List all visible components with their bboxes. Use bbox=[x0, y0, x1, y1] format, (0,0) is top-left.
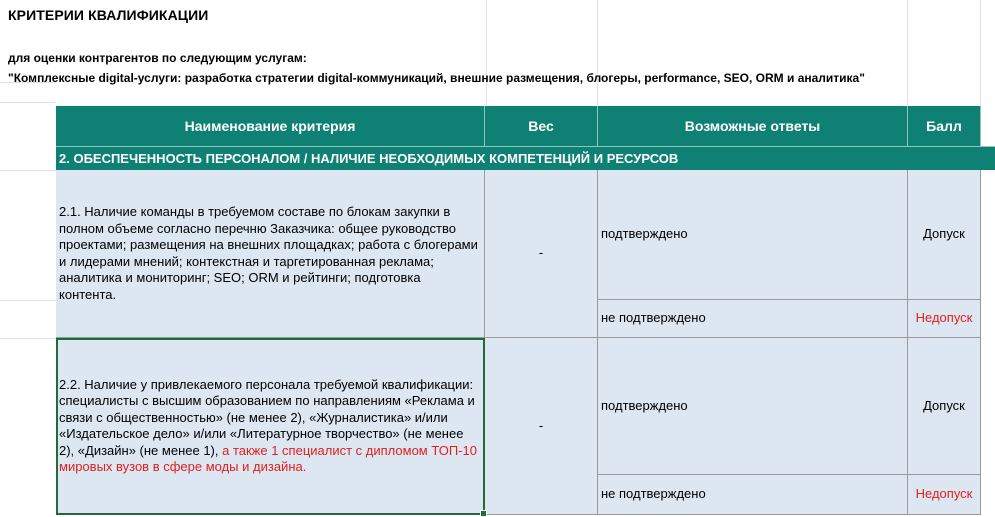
criterion-name-cell[interactable] bbox=[56, 170, 485, 338]
score-reject-cell[interactable]: Недопуск bbox=[908, 475, 981, 515]
criteria-table bbox=[56, 106, 995, 515]
services-description[interactable]: "Комплексные digital-услуги: разработка стратегии digital-коммуникаций, внешние размещения, блогеры, performance, SEO, ORM и аналитика" bbox=[8, 71, 865, 85]
score-column bbox=[908, 338, 981, 515]
criterion-name bbox=[59, 377, 478, 476]
section-title: 2. ОБЕСПЕЧЕННОСТЬ ПЕРСОНАЛОМ / НАЛИЧИЕ НЕОБХОДИМЫХ КОМПЕТЕНЦИЙ И РЕСУРСОВ bbox=[59, 151, 679, 166]
sheet-title[interactable]: КРИТЕРИИ КВАЛИФИКАЦИИ bbox=[8, 7, 209, 23]
criterion-name-cell-selected[interactable] bbox=[56, 338, 485, 515]
grid-line bbox=[0, 102, 56, 103]
empty-cell[interactable] bbox=[981, 338, 995, 515]
criterion-weight-cell[interactable]: - bbox=[485, 338, 598, 515]
header-weight[interactable]: Вес bbox=[485, 106, 598, 146]
criterion-name-highlight: а также 1 специалист с дипломом ТОП-10 мировых вузов в сфере моды и дизайна. bbox=[59, 442, 477, 474]
empty-cell[interactable] bbox=[981, 106, 995, 146]
sheet-subtitle[interactable]: для оценки контрагентов по следующим услугам: bbox=[8, 51, 307, 65]
score-admit-cell[interactable]: Допуск bbox=[908, 338, 981, 475]
answer-not-confirmed-cell[interactable]: не подтверждено bbox=[598, 475, 908, 515]
criterion-weight-cell[interactable]: - bbox=[485, 170, 598, 338]
grid-line bbox=[0, 338, 56, 339]
header-score[interactable]: Балл bbox=[908, 106, 981, 146]
score-reject-cell[interactable]: Недопуск bbox=[908, 300, 981, 338]
score-column bbox=[908, 170, 981, 338]
criterion-name-main: 2.2. Наличие у привлекаемого персонала требуемой квалификации: специалисты с высшим образованием по направлениям «Реклама и связи с общественностью» (не менее 2), «Журналистика» и/или «Издательское дело» и/или «Литературное творчество» (не менее 2), «Дизайн» (не менее 1), bbox=[59, 376, 475, 458]
answer-not-confirmed-cell[interactable]: не подтверждено bbox=[598, 300, 908, 338]
header-possible-answers[interactable]: Возможные ответы bbox=[598, 106, 908, 146]
header-criterion-name[interactable]: Наименование критерия bbox=[56, 106, 485, 146]
empty-cell[interactable] bbox=[981, 170, 995, 338]
table-row bbox=[56, 170, 995, 338]
table-header-row bbox=[56, 106, 995, 146]
criterion-name: 2.1. Наличие команды в требуемом составе по блокам закупки в полном объеме согласно перечню Заказчика: общее руководство проектами; размещения на внешних площадках; работа с блогерами и лидерами мнений; контекстная и таргетированная реклама; аналитика и мониторинг; SEO; ORM и рейтинги; подготовка контента. bbox=[59, 204, 478, 302]
answers-column bbox=[598, 170, 908, 338]
answer-confirmed-cell[interactable]: подтверждено bbox=[598, 338, 908, 475]
grid-line bbox=[0, 170, 56, 171]
grid-line bbox=[0, 300, 56, 301]
answer-confirmed-cell[interactable]: подтверждено bbox=[598, 170, 908, 300]
answers-column bbox=[598, 338, 908, 515]
table-row bbox=[56, 338, 995, 515]
section-row[interactable] bbox=[56, 146, 995, 170]
score-admit-cell[interactable]: Допуск bbox=[908, 170, 981, 300]
